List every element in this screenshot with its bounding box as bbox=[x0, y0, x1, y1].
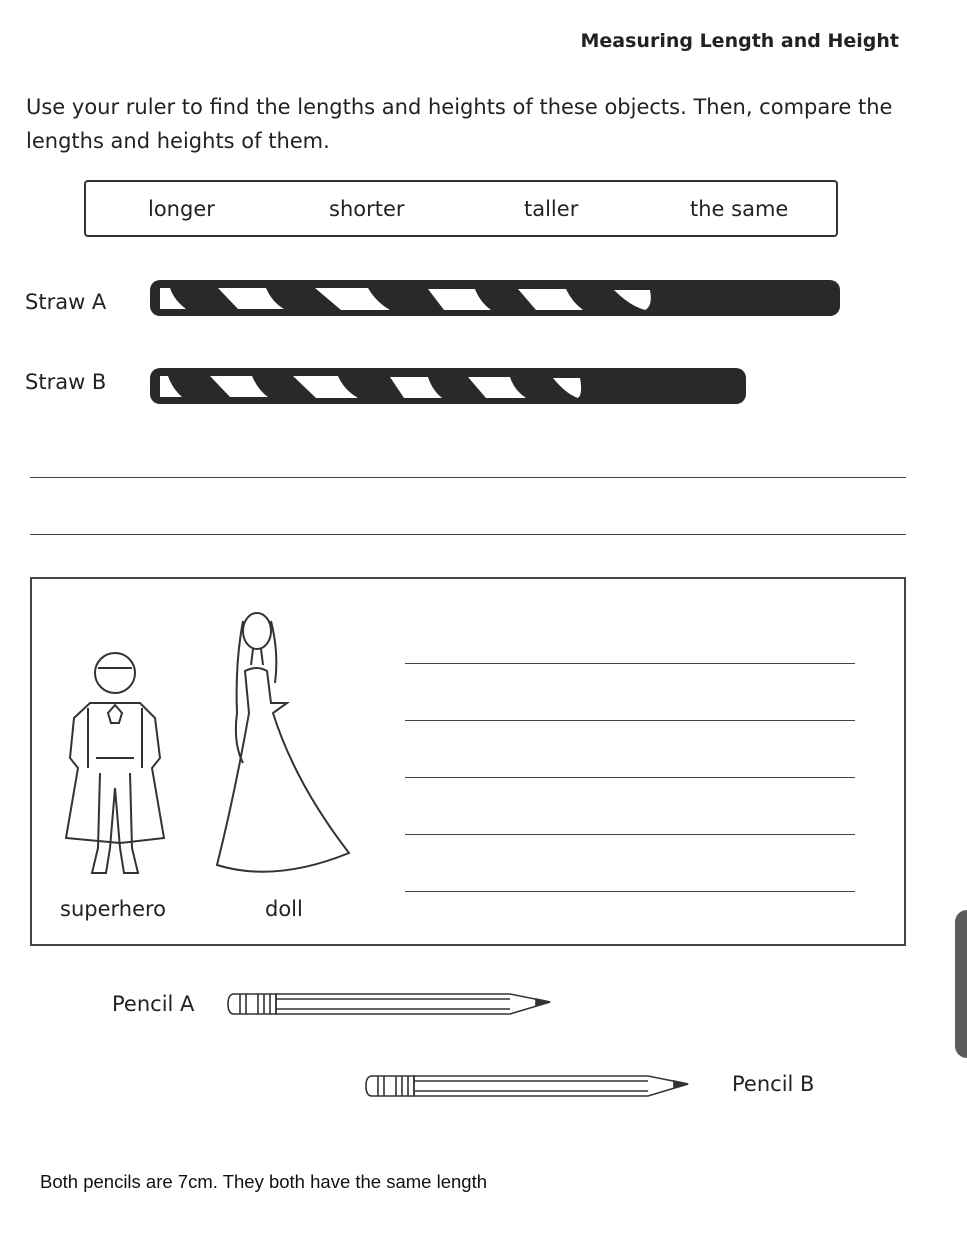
word-longer: longer bbox=[148, 197, 215, 221]
word-taller: taller bbox=[524, 197, 579, 221]
straw-b-label: Straw B bbox=[25, 370, 107, 394]
answer-line bbox=[405, 891, 855, 892]
answer-line bbox=[405, 663, 855, 664]
doll-label: doll bbox=[265, 897, 303, 921]
superhero-image bbox=[60, 648, 170, 888]
side-scroll-handle[interactable] bbox=[955, 910, 967, 1058]
pencil-b-image bbox=[364, 1072, 694, 1102]
answer-line bbox=[405, 834, 855, 835]
word-bank bbox=[84, 180, 838, 237]
word-shorter: shorter bbox=[329, 197, 405, 221]
superhero-label: superhero bbox=[60, 897, 167, 921]
answer-line bbox=[405, 777, 855, 778]
answer-line bbox=[405, 720, 855, 721]
pencil-a-image bbox=[226, 990, 556, 1020]
answer-line bbox=[30, 534, 906, 535]
typed-answer: Both pencils are 7cm. They both have the same length bbox=[40, 1171, 488, 1192]
instructions: Use your ruler to find the lengths and heights of these objects. Then, compare the lengths and heights of them. bbox=[26, 95, 893, 153]
word-the-same: the same bbox=[690, 197, 789, 221]
pencil-b-label: Pencil B bbox=[732, 1072, 815, 1096]
doll-image bbox=[215, 603, 355, 893]
straw-a-image bbox=[148, 276, 844, 320]
straw-b-image bbox=[148, 364, 748, 408]
pencil-a-label: Pencil A bbox=[112, 992, 195, 1016]
answer-line bbox=[30, 477, 906, 478]
straw-a-label: Straw A bbox=[25, 290, 107, 314]
worksheet-title: Measuring Length and Height bbox=[580, 30, 899, 52]
